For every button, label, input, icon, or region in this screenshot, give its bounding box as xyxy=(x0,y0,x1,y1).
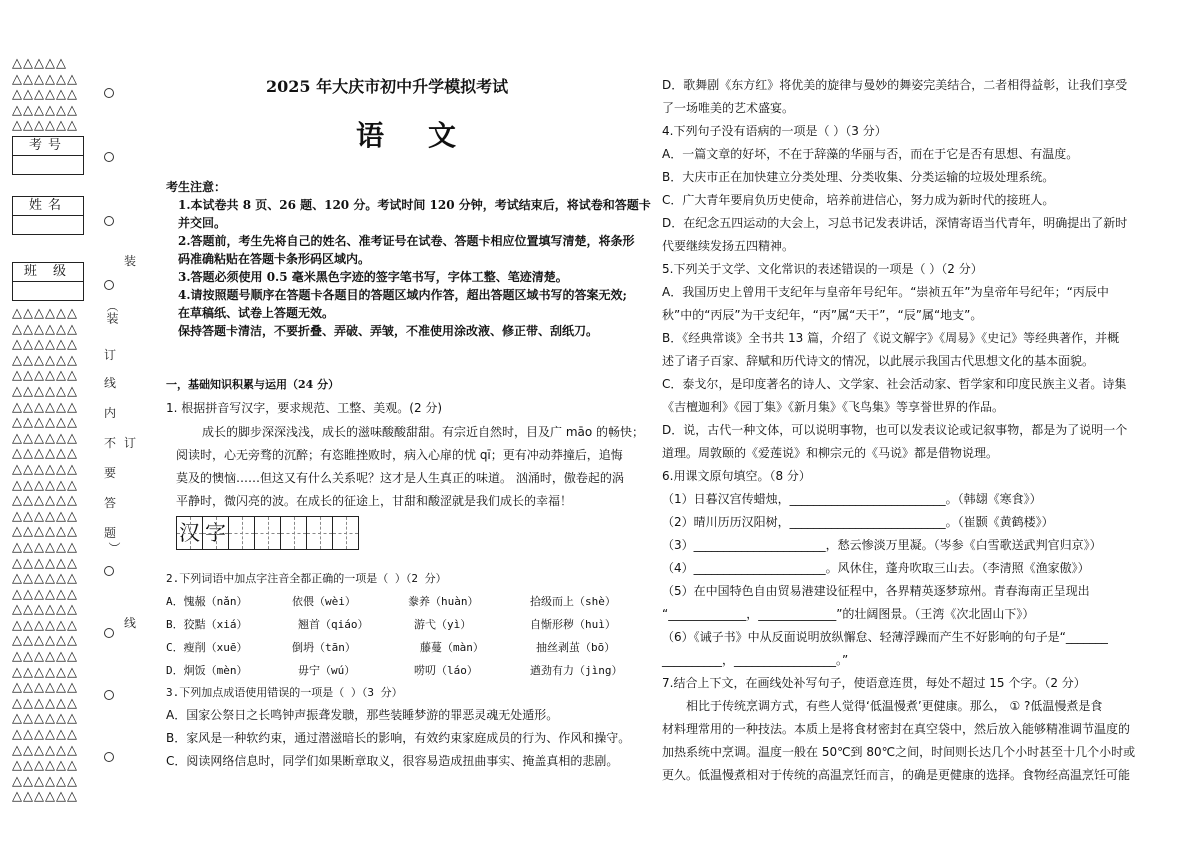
q2-option: B．狡黠（xiá） xyxy=(166,618,248,631)
name-box xyxy=(12,196,84,235)
q2-option: C．瘦削（xuē） xyxy=(166,641,248,654)
binding-hole xyxy=(104,88,114,98)
q2-option: 唠叨（láo） xyxy=(414,664,478,677)
exam-title: 2025 年大庆市初中升学模拟考试 xyxy=(266,77,509,96)
class-field[interactable] xyxy=(13,282,83,300)
binding-hole xyxy=(104,628,114,638)
binding-text: 答 xyxy=(104,496,117,510)
grid-cell[interactable] xyxy=(281,517,307,549)
q2-option: 游弋（yì） xyxy=(414,618,472,631)
q3-stem: 3.下列加点成语使用错误的一项是（ ）（3 分） xyxy=(166,686,403,699)
exam-number-field[interactable] xyxy=(13,156,83,174)
q1-stem: 1. 根据拼音写汉字，要求规范、工整、美观。(2 分) xyxy=(166,401,443,415)
triangle-border-top: △△△△△ △△△△△△ △△△△△△ △△△△△△ △△△△△△ xyxy=(12,56,78,134)
notice-line: 3.答题必须使用 0.5 毫米黑色字迹的签字笔书写，字体工整、笔迹清楚。 xyxy=(178,270,568,284)
q5-option: A．我国历史上曾用干支纪年与皇帝年号纪年。“崇祯五年”为皇帝年号纪年；“丙辰中 xyxy=(662,285,1109,299)
q3-option: B．家风是一种软约束，通过潜滋暗长的影响，有效约束家庭成员的行为、作风和操守。 xyxy=(166,731,631,745)
q5-stem: 5.下列关于文学、文化常识的表述错误的一项是（ ）（2 分） xyxy=(662,262,983,276)
q6-item: （3）______________________，愁云惨淡万里凝。（岑参《白雪歌送武判官归京》） xyxy=(662,538,1102,552)
q2-option: 抽丝剥茧（bō） xyxy=(536,641,616,654)
notice-line: 在草稿纸、试卷上答题无效。 xyxy=(178,306,335,320)
q5-option-cont: 述了诸子百家、辞赋和历代诗文的情况，以此展示我国古代思想文化的基本面貌。 xyxy=(662,354,1095,368)
q6-item: （4）______________________。风休住，蓬舟吹取三山去。（李清照《渔家傲》） xyxy=(662,561,1090,575)
notice-line: 保持答题卡清洁，不要折叠、弄破、弄皱，不准使用涂改液、修正带、刮纸刀。 xyxy=(178,324,599,338)
q5-option-cont: 道理。周敦颐的《爱莲说》和柳宗元的《马说》都是借物说理。 xyxy=(662,446,999,460)
binding-hole xyxy=(104,152,114,162)
q2-option: 藤蔓（màn） xyxy=(420,641,484,654)
q1-passage-line: 成长的脚步深深浅浅，成长的滋味酸酸甜甜。有宗近自然时，目及广 māo 的畅快； xyxy=(202,425,645,439)
binding-hole xyxy=(104,216,114,226)
binding-text: 线 xyxy=(124,616,137,630)
notice-line: 码准确粘贴在答题卡条形码区域内。 xyxy=(178,252,371,266)
q7-passage-line: 相比于传统烹调方式，有些人觉得‘低温慢煮’更健康。那么， ① ?低温慢煮是食 xyxy=(686,699,1103,713)
q6-item: （2）晴川历历汉阳树，__________________________。（崔颢《黄鹤楼》） xyxy=(662,515,1054,529)
exam-number-label: 考号 xyxy=(13,137,83,156)
q2-option: 自惭形秽（huì） xyxy=(530,618,616,631)
subject-title: 语 文 xyxy=(356,119,465,152)
notice-line: 2.答题前，考生先将自己的姓名、准考证号在试卷、答题卡相应位置填写清楚，将条形 xyxy=(178,234,635,248)
q4-option-cont: 代要继续发扬五四精神。 xyxy=(662,239,795,253)
q1-passage-line: 阅读时，心无旁骛的沉醉；有恣睢挫败时，病入心扉的忧 qī；更有冲动莽撞后，追悔 xyxy=(176,448,623,462)
q7-passage-line: 加热系统中烹调。温度一般在 50℃到 80℃之间，时间则长达几个小时甚至十几个小时或 xyxy=(662,745,1136,759)
section-heading: 一，基础知识积累与运用（24 分） xyxy=(166,378,340,391)
q6-item-cont: __________，_________________。” xyxy=(662,653,849,667)
notice-line: 并交回。 xyxy=(178,216,227,230)
q2-option: D．炯饭（mèn） xyxy=(166,664,248,677)
q7-passage-line: 更久。低温慢煮相对于传统的高温烹饪而言，的确是更健康的选择。食物经高温烹饪可能 xyxy=(662,768,1131,782)
grid-cell[interactable] xyxy=(333,517,358,549)
binding-text: 内 xyxy=(104,406,117,420)
grid-cell[interactable] xyxy=(255,517,281,549)
q2-option: A．愧赧（nǎn） xyxy=(166,595,248,608)
q4-option: D．在纪念五四运动的大会上，习总书记发表讲话，深情寄语当代青年，明确提出了新时 xyxy=(662,216,1128,230)
class-label: 班 级 xyxy=(13,263,83,282)
q2-option: 毋宁（wú） xyxy=(298,664,356,677)
q2-option: 遒劲有力（jìng） xyxy=(530,664,623,677)
q2-option: 倒坍（tān） xyxy=(292,641,356,654)
q2-option: 豢养（huàn） xyxy=(408,595,479,608)
q7-passage-line: 材料理常用的一种技法。本质上是将食材密封在真空袋中，然后放入能够精准调节温度的 xyxy=(662,722,1131,736)
binding-text: 订 xyxy=(104,348,117,362)
binding-hole xyxy=(104,566,114,576)
q6-item: （6）《诫子书》中从反面说明放纵懈怠、轻薄浮躁而产生不好影响的句子是“_______ xyxy=(662,630,1108,644)
q3-option: C．阅读网络信息时，同学们如果断章取义，很容易造成扭曲事实、掩盖真相的悲剧。 xyxy=(166,754,619,768)
binding-text: 装 xyxy=(124,254,137,268)
binding-hole xyxy=(104,752,114,762)
grid-cell[interactable] xyxy=(229,517,255,549)
binding-text: 订 xyxy=(124,436,137,450)
q4-option: C．广大青年要肩负历史使命，培养前进信心，努力成为新时代的接班人。 xyxy=(662,193,1055,207)
exam-number-box xyxy=(12,136,84,175)
grid-cell[interactable]: 字 xyxy=(203,517,229,549)
q4-stem: 4.下列句子没有语病的一项是（ ）（3 分） xyxy=(662,124,887,138)
q5-option: C．泰戈尔，是印度著名的诗人、文学家、社会活动家、哲学家和印度民族主义者。诗集 xyxy=(662,377,1127,391)
q5-option: D．说，古代一种文体，可以说明事物，也可以发表议论或记叙事物，都是为了说明一个 xyxy=(662,423,1128,437)
binding-hole xyxy=(104,690,114,700)
q6-stem: 6.用课文原句填空。（8 分） xyxy=(662,469,811,483)
class-box xyxy=(12,262,84,301)
q6-item-cont: “_____________，_____________”的壮阔图景。（王湾《次北固山下》） xyxy=(662,607,1035,621)
q1-passage-line: 莫及的懊恼……但这又有什么关系呢？这才是人生真正的味道。 汹涌时，傲卷起的涡 xyxy=(176,471,624,485)
q3-option: D．歌舞剧《东方红》将优美的旋律与曼妙的舞姿完美结合，二者相得益彰，让我们享受 xyxy=(662,78,1128,92)
q2-stem: 2.下列词语中加点字注音全都正确的一项是（ ）（2 分） xyxy=(166,572,447,585)
q5-option: B．《经典常谈》全书共 13 篇，介绍了《说文解字》《周易》《史记》等经典著作，并概 xyxy=(662,331,1120,345)
triangle-border-bottom: △△△△△△ △△△△△△ △△△△△△ △△△△△△ △△△△△△ △△△△△△ △△△△△△ △△△△△△ △△△△△△ △△△△△△ △△△△△△ △△△△△△ △△△△△△ △△△△△△ △△△△△△ △△△△△△ △△△△△△ △△△△△△ △△△△△△ △△△△△△ △△△△△△ △△△△△△ △△△△△△ △△△△△△ △△△△△△ △△△△△△ △△△△△△ △△△△△△ △△△△△△ △△△△△△ △△△△△△ △△△△△△ xyxy=(12,306,78,805)
q5-option-cont: 《吉檀迦利》《园丁集》《新月集》《飞鸟集》等享誉世界的作品。 xyxy=(662,400,1005,414)
q2-option: 拾级而上（shè） xyxy=(530,595,616,608)
notice-line: 1.本试卷共 8 页、26 题、120 分。考试时间 120 分钟，考试结束后，将试卷和答题卡 xyxy=(178,198,651,212)
q5-option-cont: 秋”中的“丙辰”为干支纪年，“丙”属“天干”，“辰”属“地支”。 xyxy=(662,308,983,322)
binding-text: 线 xyxy=(104,376,117,390)
q4-option: A．一篇文章的好坏，不在于辞藻的华丽与否，而在于它是否有思想、有温度。 xyxy=(662,147,1079,161)
binding-text: （装 xyxy=(105,300,119,324)
grid-cell[interactable] xyxy=(307,517,333,549)
q4-option: B．大庆市正在加快建立分类处理、分类收集、分类运输的垃圾处理系统。 xyxy=(662,170,1055,184)
notice-heading: 考生注意： xyxy=(166,180,227,194)
grid-cell[interactable]: 汉 xyxy=(177,517,203,549)
binding-text: 要 xyxy=(104,466,117,480)
name-label: 姓名 xyxy=(13,197,83,216)
q3-option-cont: 了一场唯美的艺术盛宴。 xyxy=(662,101,795,115)
q7-stem: 7.结合上下文，在画线处补写句子，使语意连贯，每处不超过 15 个字。（2 分） xyxy=(662,676,1086,690)
name-field[interactable] xyxy=(13,216,83,234)
binding-text: 不 xyxy=(104,436,117,450)
character-writing-grid[interactable] xyxy=(176,516,359,550)
q2-option: 翘首（qiáo） xyxy=(298,618,369,631)
q6-item: （5）在中国特色自由贸易港建设征程中，各界精英逐梦琼州。青春海南正呈现出 xyxy=(662,584,1090,598)
q2-option: 依偎（wèi） xyxy=(292,595,356,608)
q3-option: A．国家公祭日之长鸣钟声振聋发聩，那些装睡梦游的罪恶灵魂无处遁形。 xyxy=(166,708,559,722)
notice-line: 4.请按照题号顺序在答题卡各题目的答题区域内作答，超出答题区域书写的答案无效; xyxy=(178,288,627,302)
binding-text: 题 xyxy=(104,526,117,540)
binding-hole xyxy=(104,280,114,290)
q6-item: （1）日暮汉宫传蜡烛，__________________________。（韩翃《寒食》） xyxy=(662,492,1042,506)
q1-passage-line: 平静时，微闪亮的波。在成长的征途上，甘甜和酸涩就是我们成长的幸福！ xyxy=(176,494,573,508)
binding-text: ） xyxy=(107,542,121,554)
